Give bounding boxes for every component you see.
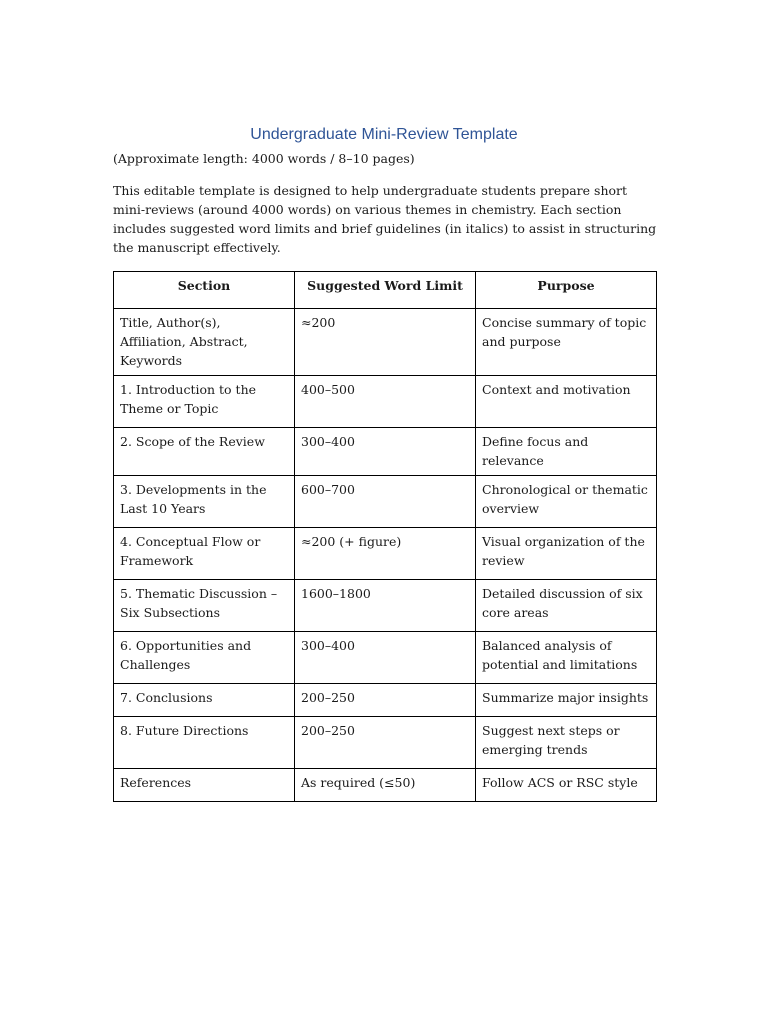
document-subtitle: (Approximate length: 4000 words / 8–10 pages) <box>113 151 415 166</box>
cell-purpose: Detailed discussion of six core areas <box>476 580 657 632</box>
cell-word-limit: 300–400 <box>295 428 476 476</box>
cell-section: 1. Introduction to the Theme or Topic <box>114 376 295 428</box>
cell-word-limit: 300–400 <box>295 632 476 684</box>
document-title: Undergraduate Mini-Review Template <box>250 126 518 143</box>
cell-section: 5. Thematic Discussion – Six Subsections <box>114 580 295 632</box>
cell-word-limit: ≈200 <box>295 309 476 376</box>
cell-section: 8. Future Directions <box>114 717 295 769</box>
table-row <box>114 376 657 428</box>
cell-purpose: Define focus and relevance <box>476 428 657 476</box>
cell-purpose: Balanced analysis of potential and limitations <box>476 632 657 684</box>
table-header-row <box>114 272 657 309</box>
cell-section: 2. Scope of the Review <box>114 428 295 476</box>
table-row <box>114 309 657 376</box>
cell-word-limit: As required (≤50) <box>295 769 476 802</box>
cell-word-limit: 400–500 <box>295 376 476 428</box>
table-row <box>114 580 657 632</box>
cell-purpose: Concise summary of topic and purpose <box>476 309 657 376</box>
cell-word-limit: 200–250 <box>295 684 476 717</box>
table-row <box>114 528 657 580</box>
cell-word-limit: 600–700 <box>295 476 476 528</box>
cell-section: References <box>114 769 295 802</box>
intro-paragraph: This editable template is designed to help undergraduate students prepare short mini-reviews (around 4000 words) on various themes in chemistry. Each section includes suggested word limits and brief guidelines (in italics) to assist in structuring the manuscript effectively. <box>113 183 657 255</box>
header-word-limit: Suggested Word Limit <box>295 272 476 309</box>
table-row <box>114 632 657 684</box>
table-row <box>114 428 657 476</box>
cell-purpose: Visual organization of the review <box>476 528 657 580</box>
cell-word-limit: 200–250 <box>295 717 476 769</box>
cell-section: 3. Developments in the Last 10 Years <box>114 476 295 528</box>
table-row <box>114 717 657 769</box>
cell-purpose: Follow ACS or RSC style <box>476 769 657 802</box>
cell-purpose: Summarize major insights <box>476 684 657 717</box>
cell-word-limit: ≈200 (+ figure) <box>295 528 476 580</box>
cell-section: Title, Author(s), Affiliation, Abstract, Keywords <box>114 309 295 376</box>
cell-word-limit: 1600–1800 <box>295 580 476 632</box>
table-row <box>114 684 657 717</box>
cell-section: 7. Conclusions <box>114 684 295 717</box>
table-row <box>114 476 657 528</box>
header-purpose: Purpose <box>476 272 657 309</box>
cell-purpose: Chronological or thematic overview <box>476 476 657 528</box>
table-row <box>114 769 657 802</box>
cell-purpose: Suggest next steps or emerging trends <box>476 717 657 769</box>
cell-section: 4. Conceptual Flow or Framework <box>114 528 295 580</box>
header-section: Section <box>114 272 295 309</box>
cell-purpose: Context and motivation <box>476 376 657 428</box>
word-limit-table <box>113 271 657 802</box>
cell-section: 6. Opportunities and Challenges <box>114 632 295 684</box>
